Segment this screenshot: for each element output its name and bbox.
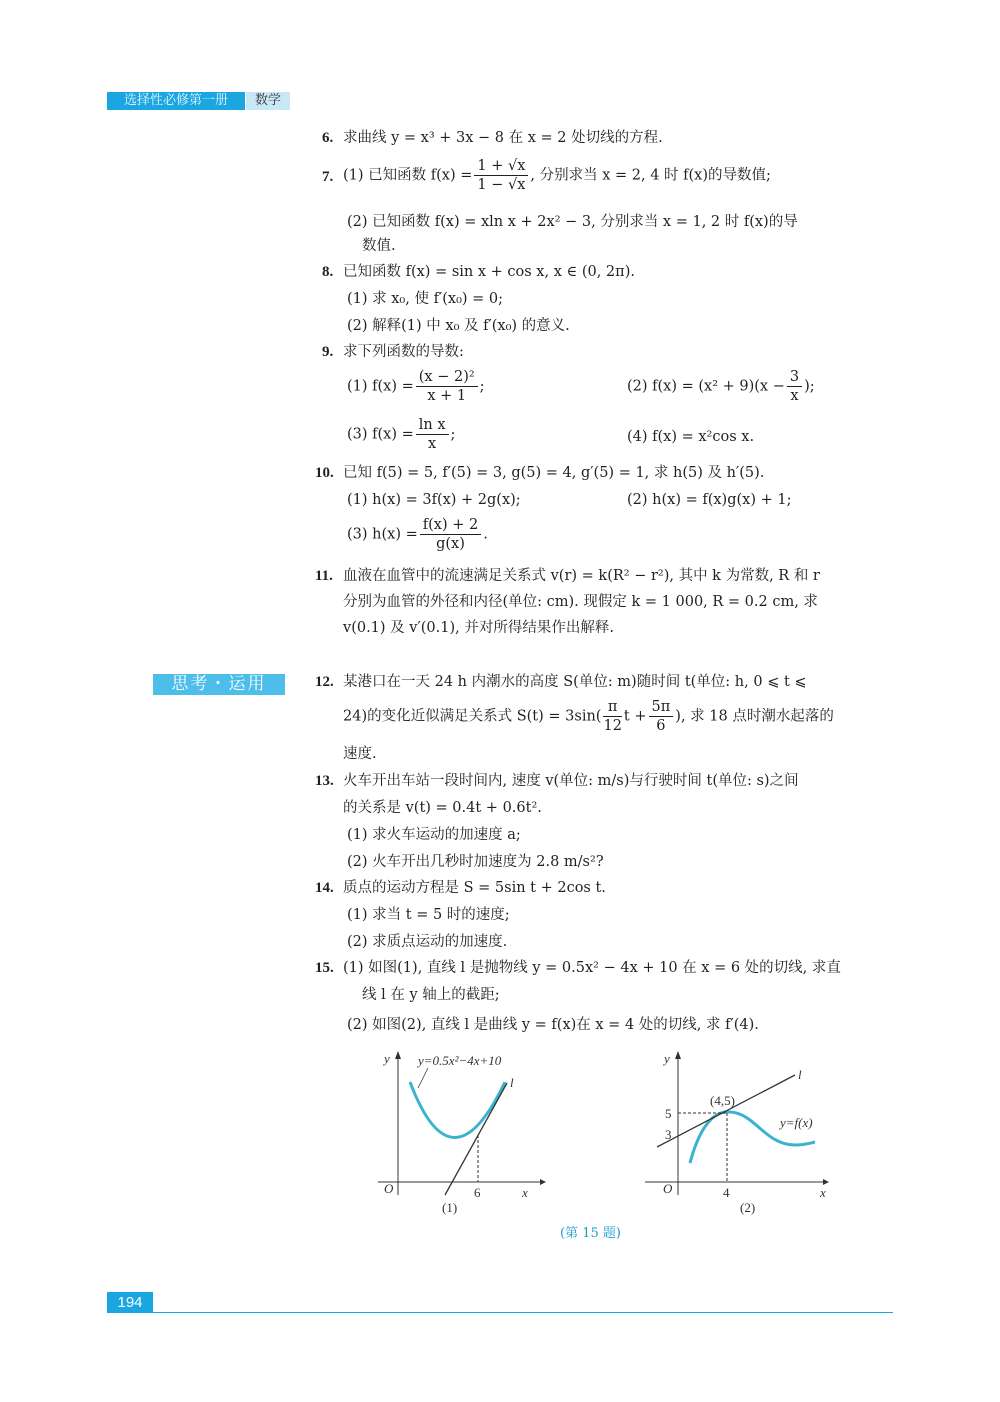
denominator: 12 (603, 718, 622, 734)
numerator: π (603, 698, 621, 717)
text: (1) 已知函数 f(x) = (343, 167, 473, 184)
figure-label: (1) (442, 1200, 458, 1215)
problem-text (347, 416, 455, 453)
text: ); (804, 378, 815, 395)
footer-rule (153, 1312, 893, 1313)
problem-text: 分别为血管的外径和内径(单位: cm). 现假定 k = 1 000, R = 0.2 cm, 求 (343, 594, 818, 610)
problem-number: 9. (322, 344, 334, 360)
x-label: x (820, 1185, 826, 1200)
fraction (416, 368, 478, 405)
curve-label: y=f(x) (780, 1115, 813, 1130)
fraction (416, 416, 449, 453)
fraction (787, 368, 802, 405)
problem-number: 12. (315, 674, 334, 690)
problem-number: 14. (315, 880, 334, 896)
problem-number: 6. (322, 130, 334, 146)
fraction (420, 516, 481, 553)
page-number: 194 (107, 1292, 153, 1313)
problem-text: 已知 f(5) = 5, f′(5) = 3, g(5) = 4, g′(5) = 1, 求 h(5) 及 h′(5). (343, 465, 765, 481)
problem-number: 11. (315, 568, 333, 584)
x-tick-label: 4 (723, 1185, 730, 1200)
denominator: x (428, 436, 437, 452)
problem-number: 13. (315, 773, 334, 789)
y-label: y (664, 1051, 670, 1066)
problem-text (347, 368, 485, 405)
line-label: l (798, 1067, 802, 1082)
text: (3) f(x) = (347, 426, 414, 443)
problem-text (347, 516, 488, 553)
figure-label: (2) (740, 1200, 756, 1215)
problem-text: 质点的运动方程是 S = 5sin t + 2cos t. (343, 880, 606, 896)
point-label: (4,5) (710, 1093, 735, 1108)
text: t + (623, 708, 647, 725)
problem-text (627, 368, 815, 405)
curve-equation-label: y=0.5x²−4x+10 (418, 1053, 502, 1068)
problem-text: (1) h(x) = 3f(x) + 2g(x); (347, 492, 521, 508)
book-title-header: 选择性必修第一册 (107, 92, 245, 110)
problem-text: 求曲线 y = x³ + 3x − 8 在 x = 2 处切线的方程. (343, 130, 663, 146)
section-tag: 思考・运用 (153, 674, 285, 695)
tangent-line-l (445, 1083, 507, 1195)
y-tick-label: 3 (665, 1127, 672, 1142)
problem-text: 已知函数 f(x) = sin x + cos x, x ∈ (0, 2π). (343, 264, 635, 280)
numerator: 1 + √x (474, 157, 528, 176)
problem-text: 的关系是 v(t) = 0.4t + 0.6t². (343, 800, 542, 816)
denominator: 6 (656, 718, 666, 734)
problem-text: 血液在血管中的流速满足关系式 v(r) = k(R² − r²), 其中 k 为常数, R 和 r (343, 568, 820, 584)
problem-text: (2) 如图(2), 直线 l 是曲线 y = f(x)在 x = 4 处的切线, 求 f′(4). (347, 1017, 759, 1033)
problem-text: 求下列函数的导数: (343, 344, 464, 360)
parabola-curve (410, 1082, 505, 1138)
line-label: l (510, 1075, 514, 1090)
subject-header: 数学 (246, 92, 290, 110)
x-tick-label: 6 (474, 1185, 481, 1200)
numerator: (x − 2)² (416, 368, 478, 387)
problem-text (343, 698, 834, 735)
text: ; (479, 378, 485, 395)
numerator: 3 (787, 368, 802, 387)
text: ; (450, 426, 456, 443)
problem-text: (1) 如图(1), 直线 l 是抛物线 y = 0.5x² − 4x + 10 在 x = 6 处的切线, 求直 (343, 960, 841, 976)
problem-text: (2) 解释(1) 中 x₀ 及 f′(x₀) 的意义. (347, 318, 570, 334)
denominator: g(x) (436, 536, 465, 552)
problem-number: 7. (322, 169, 334, 185)
text: , 分别求当 x = 2, 4 时 f(x)的导数值; (530, 167, 771, 184)
problem-text: (2) 求质点运动的加速度. (347, 934, 508, 950)
text: . (483, 526, 488, 543)
x-label: x (522, 1185, 528, 1200)
y-tick-label: 5 (665, 1106, 672, 1121)
problem-text: 某港口在一天 24 h 内潮水的高度 S(单位: m)随时间 t(单位: h, 0 ⩽ t ⩽ (343, 674, 807, 690)
numerator: 5π (649, 698, 674, 717)
problem-number: 15. (315, 960, 334, 976)
problem-text: (2) h(x) = f(x)g(x) + 1; (627, 492, 792, 508)
problem-text: (2) 已知函数 f(x) = xln x + 2x² − 3, 分别求当 x = 1, 2 时 f(x)的导 (347, 214, 798, 230)
text: 24)的变化近似满足关系式 S(t) = 3sin( (343, 708, 602, 725)
problem-text: (4) f(x) = x²cos x. (627, 429, 755, 445)
problem-text (343, 157, 771, 194)
origin-label: O (663, 1181, 673, 1196)
y-label: y (384, 1051, 390, 1066)
problem-text: (1) 求 x₀, 使 f′(x₀) = 0; (347, 291, 504, 307)
fraction (474, 157, 528, 194)
figure-caption: (第 15 题) (560, 1226, 621, 1241)
x-axis-arrow-icon (540, 1179, 546, 1185)
figure-2-curve-tangent (645, 1045, 835, 1215)
y-axis-arrow-icon (395, 1051, 401, 1059)
text: (2) f(x) = (x² + 9)(x − (627, 378, 785, 395)
problem-number: 8. (322, 264, 334, 280)
problem-text: 线 l 在 y 轴上的截距; (362, 987, 500, 1003)
problem-text: 速度. (343, 746, 377, 762)
text: (3) h(x) = (347, 526, 418, 543)
numerator: f(x) + 2 (420, 516, 481, 535)
problem-text: (1) 求当 t = 5 时的速度; (347, 907, 510, 923)
text: ), 求 18 点时潮水起落的 (675, 708, 834, 725)
problem-text: v(0.1) 及 v′(0.1), 并对所得结果作出解释. (343, 620, 614, 636)
problem-text: 火车开出车站一段时间内, 速度 v(单位: m/s)与行驶时间 t(单位: s)之间 (343, 773, 799, 789)
origin-label: O (384, 1181, 394, 1196)
problem-number: 10. (315, 465, 334, 481)
numerator: ln x (416, 416, 449, 435)
label-leader (418, 1068, 428, 1088)
denominator: x + 1 (427, 388, 467, 404)
fraction (649, 698, 674, 735)
y-axis-arrow-icon (675, 1051, 681, 1059)
fraction (603, 698, 621, 735)
problem-text: 数值. (362, 238, 396, 254)
text: (1) f(x) = (347, 378, 414, 395)
denominator: 1 − √x (477, 177, 526, 193)
problem-text: (1) 求火车运动的加速度 a; (347, 827, 521, 843)
figure-1-parabola-tangent (370, 1045, 550, 1215)
problem-text: (2) 火车开出几秒时加速度为 2.8 m/s²? (347, 854, 604, 870)
denominator: x (790, 388, 799, 404)
